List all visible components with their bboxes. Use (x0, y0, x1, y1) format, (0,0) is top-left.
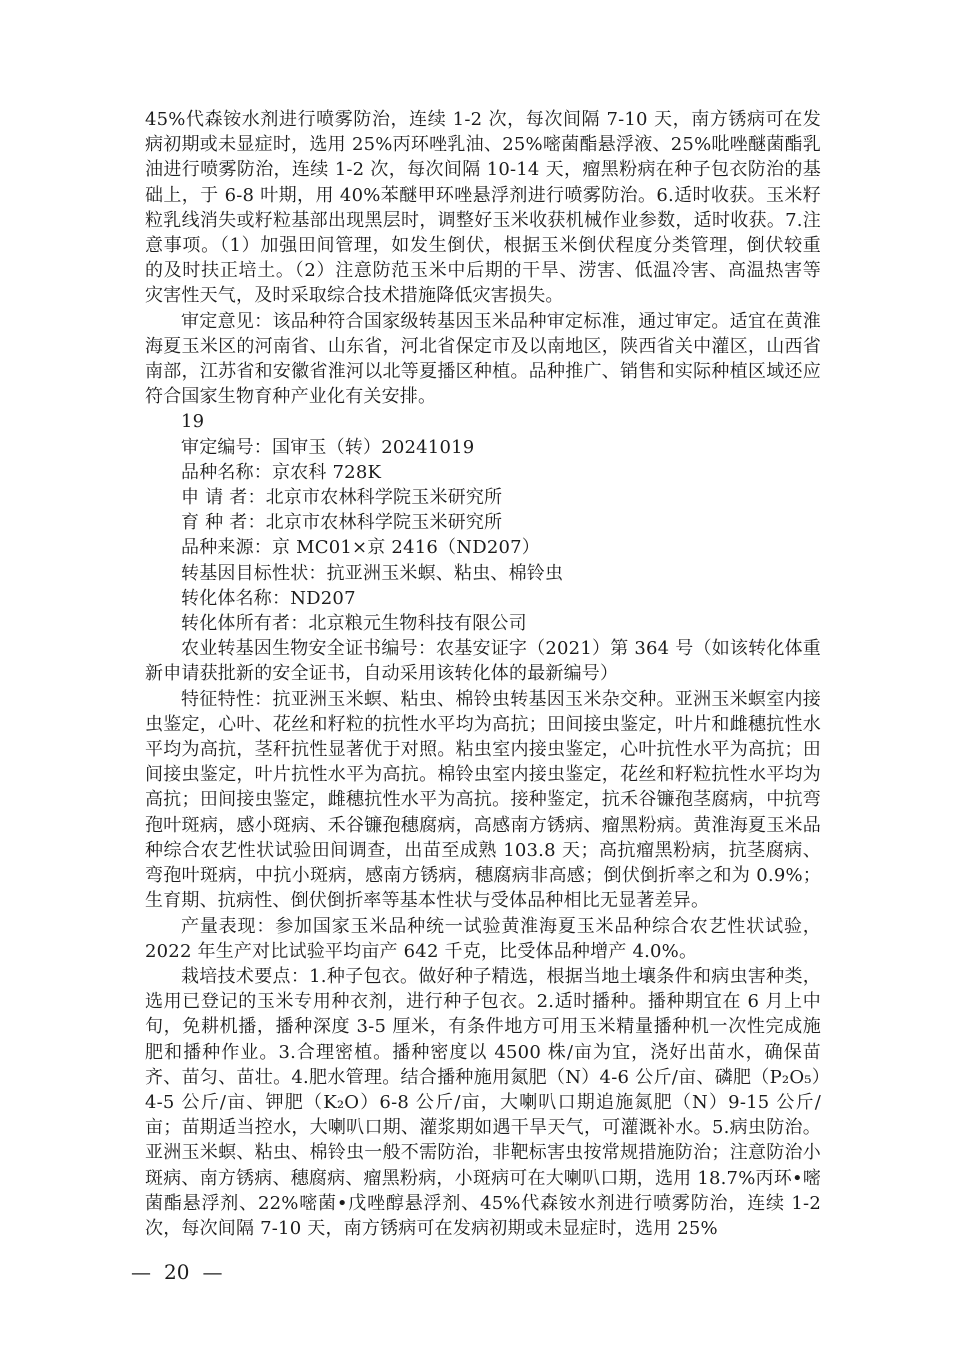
entry-index: 19 (181, 411, 205, 433)
cultivation-techniques-paragraph: 栽培技术要点：1.种子包衣。做好种子精选，根据当地土壤条件和病虫害种类，选用已登记的玉米专用种衣剂，进行种子包衣。2.适时播种。播种期宜在 6 月上中旬，免耕机播，播种深度 3-5 厘米，有条件地方可用玉米精量播种机一次性完成施肥和播种作业。3.合理密植。播种密度以 4500 株/亩为宜，浇好出苗水，确保苗齐、苗匀、苗壮。4.肥水管理。结合播种施用氮肥（N）4-6 公斤/亩、磷肥（P₂O₅）4-5 公斤/亩、钾肥（K₂O）6-8 公斤/亩，大喇叭口期追施氮肥（N）9-15 公斤/亩；苗期适当控水，大喇叭口期、灌浆期如遇干旱天气，可灌溉补水。5.病虫防治。亚洲玉米螟、粘虫、棉铃虫一般不需防治，非靶标害虫按常规措施防治；注意防治小斑病、南方锈病、穗腐病、瘤黑粉病，小斑病可在大喇叭口期，选用 18.7%丙环•嘧菌酯悬浮剂、22%嘧菌•戊唑醇悬浮剂、45%代森铵水剂进行喷雾防治，连续 1-2 次，每次间隔 7-10 天，南方锈病可在发病初期或未显症时，选用 25% (145, 965, 821, 1239)
field-transformant-owner: 转化体所有者：北京粮元生物科技有限公司 (181, 613, 527, 635)
field-gm-target-traits: 转基因目标性状：抗亚洲玉米螟、粘虫、棉铃虫 (181, 562, 564, 584)
body-paragraph-prevention-continued: 45%代森铵水剂进行喷雾防治，连续 1-2 次，每次间隔 7-10 天，南方锈病可在发病初期或未显症时，选用 25%丙环唑乳油、25%嘧菌酯悬浮液、25%吡唑醚菌酯乳油进行喷雾防治，连续 1-2 次，每次间隔 10-14 天，瘤黑粉病在种子包衣防治的基础上，于 6-8 叶期，用 40%苯醚甲环唑悬浮剂进行喷雾防治。6.适时收获。玉米籽粒乳线消失或籽粒基部出现黑层时，调整好玉米收获机械作业参数，适时收获。7.注意事项。（1）加强田间管理，如发生倒伏，根据玉米倒伏程度分类管理，倒伏较重的及时扶正培土。（2）注意防范玉米中后期的干旱、涝害、低温冷害、高温热害等灾害性天气，及时采取综合技术措施降低灾害损失。 (145, 109, 821, 307)
footer-dash-left: — (131, 1260, 151, 1284)
field-transformant-name: 转化体名称：ND207 (181, 587, 356, 609)
page-number: 20 (164, 1260, 190, 1284)
field-variety-origin: 品种来源：京 MC01×京 2416（ND207） (181, 537, 540, 559)
gm-safety-certificate-paragraph: 农业转基因生物安全证书编号：农基安证字（2021）第 364 号（如该转化体重新申请获批新的安全证书，自动采用该转化体的最新编号） (145, 638, 821, 685)
footer-dash-right: — (202, 1260, 223, 1284)
field-applicant: 申 请 者：北京市农林科学院玉米研究所 (181, 487, 503, 509)
field-variety-name: 品种名称：京农科 728K (181, 461, 382, 483)
characteristics-paragraph: 特征特性：抗亚洲玉米螟、粘虫、棉铃虫转基因玉米杂交种。亚洲玉米螟室内接虫鉴定，心叶、花丝和籽粒的抗性水平均为高抗；田间接虫鉴定，叶片和雌穗抗性水平均为高抗，茎秆抗性显著优于对照。粘虫室内接虫鉴定，心叶抗性水平为高抗；田间接虫鉴定，叶片抗性水平为高抗。棉铃虫室内接虫鉴定，花丝和籽粒抗性水平均为高抗；田间接虫鉴定，雌穗抗性水平为高抗。接种鉴定，抗禾谷镰孢茎腐病，中抗弯孢叶斑病，感小斑病、禾谷镰孢穗腐病，高感南方锈病、瘤黑粉病。黄淮海夏玉米品种综合农艺性状试验田间调查，出苗至成熟 103.8 天；高抗瘤黑粉病，抗茎腐病、弯孢叶斑病，中抗小斑病，感南方锈病，穗腐病非高感；倒伏倒折率之和为 0.9%；生育期、抗病性、倒伏倒折率等基本性状与受体品种相比无显著差异。 (145, 688, 821, 912)
yield-performance-paragraph: 产量表现：参加国家玉米品种统一试验黄淮海夏玉米品种综合农艺性状试验，2022 年生产对比试验平均亩产 642 千克，比受体品种增产 4.0%。 (145, 915, 821, 962)
field-approval-number: 审定编号：国审玉（转）20241019 (181, 436, 475, 458)
page-footer (131, 1260, 222, 1284)
page-body (145, 107, 821, 1241)
approval-opinion-paragraph: 审定意见：该品种符合国家级转基因玉米品种审定标准，通过审定。适宜在黄淮海夏玉米区的河南省、山东省，河北省保定市及以南地区，陕西省关中灌区，山西省南部，江苏省和安徽省淮河以北等夏播区种植。品种推广、销售和实际种植区域还应符合国家生物育种产业化有关安排。 (145, 310, 821, 408)
field-breeder: 育 种 者：北京市农林科学院玉米研究所 (181, 512, 503, 534)
